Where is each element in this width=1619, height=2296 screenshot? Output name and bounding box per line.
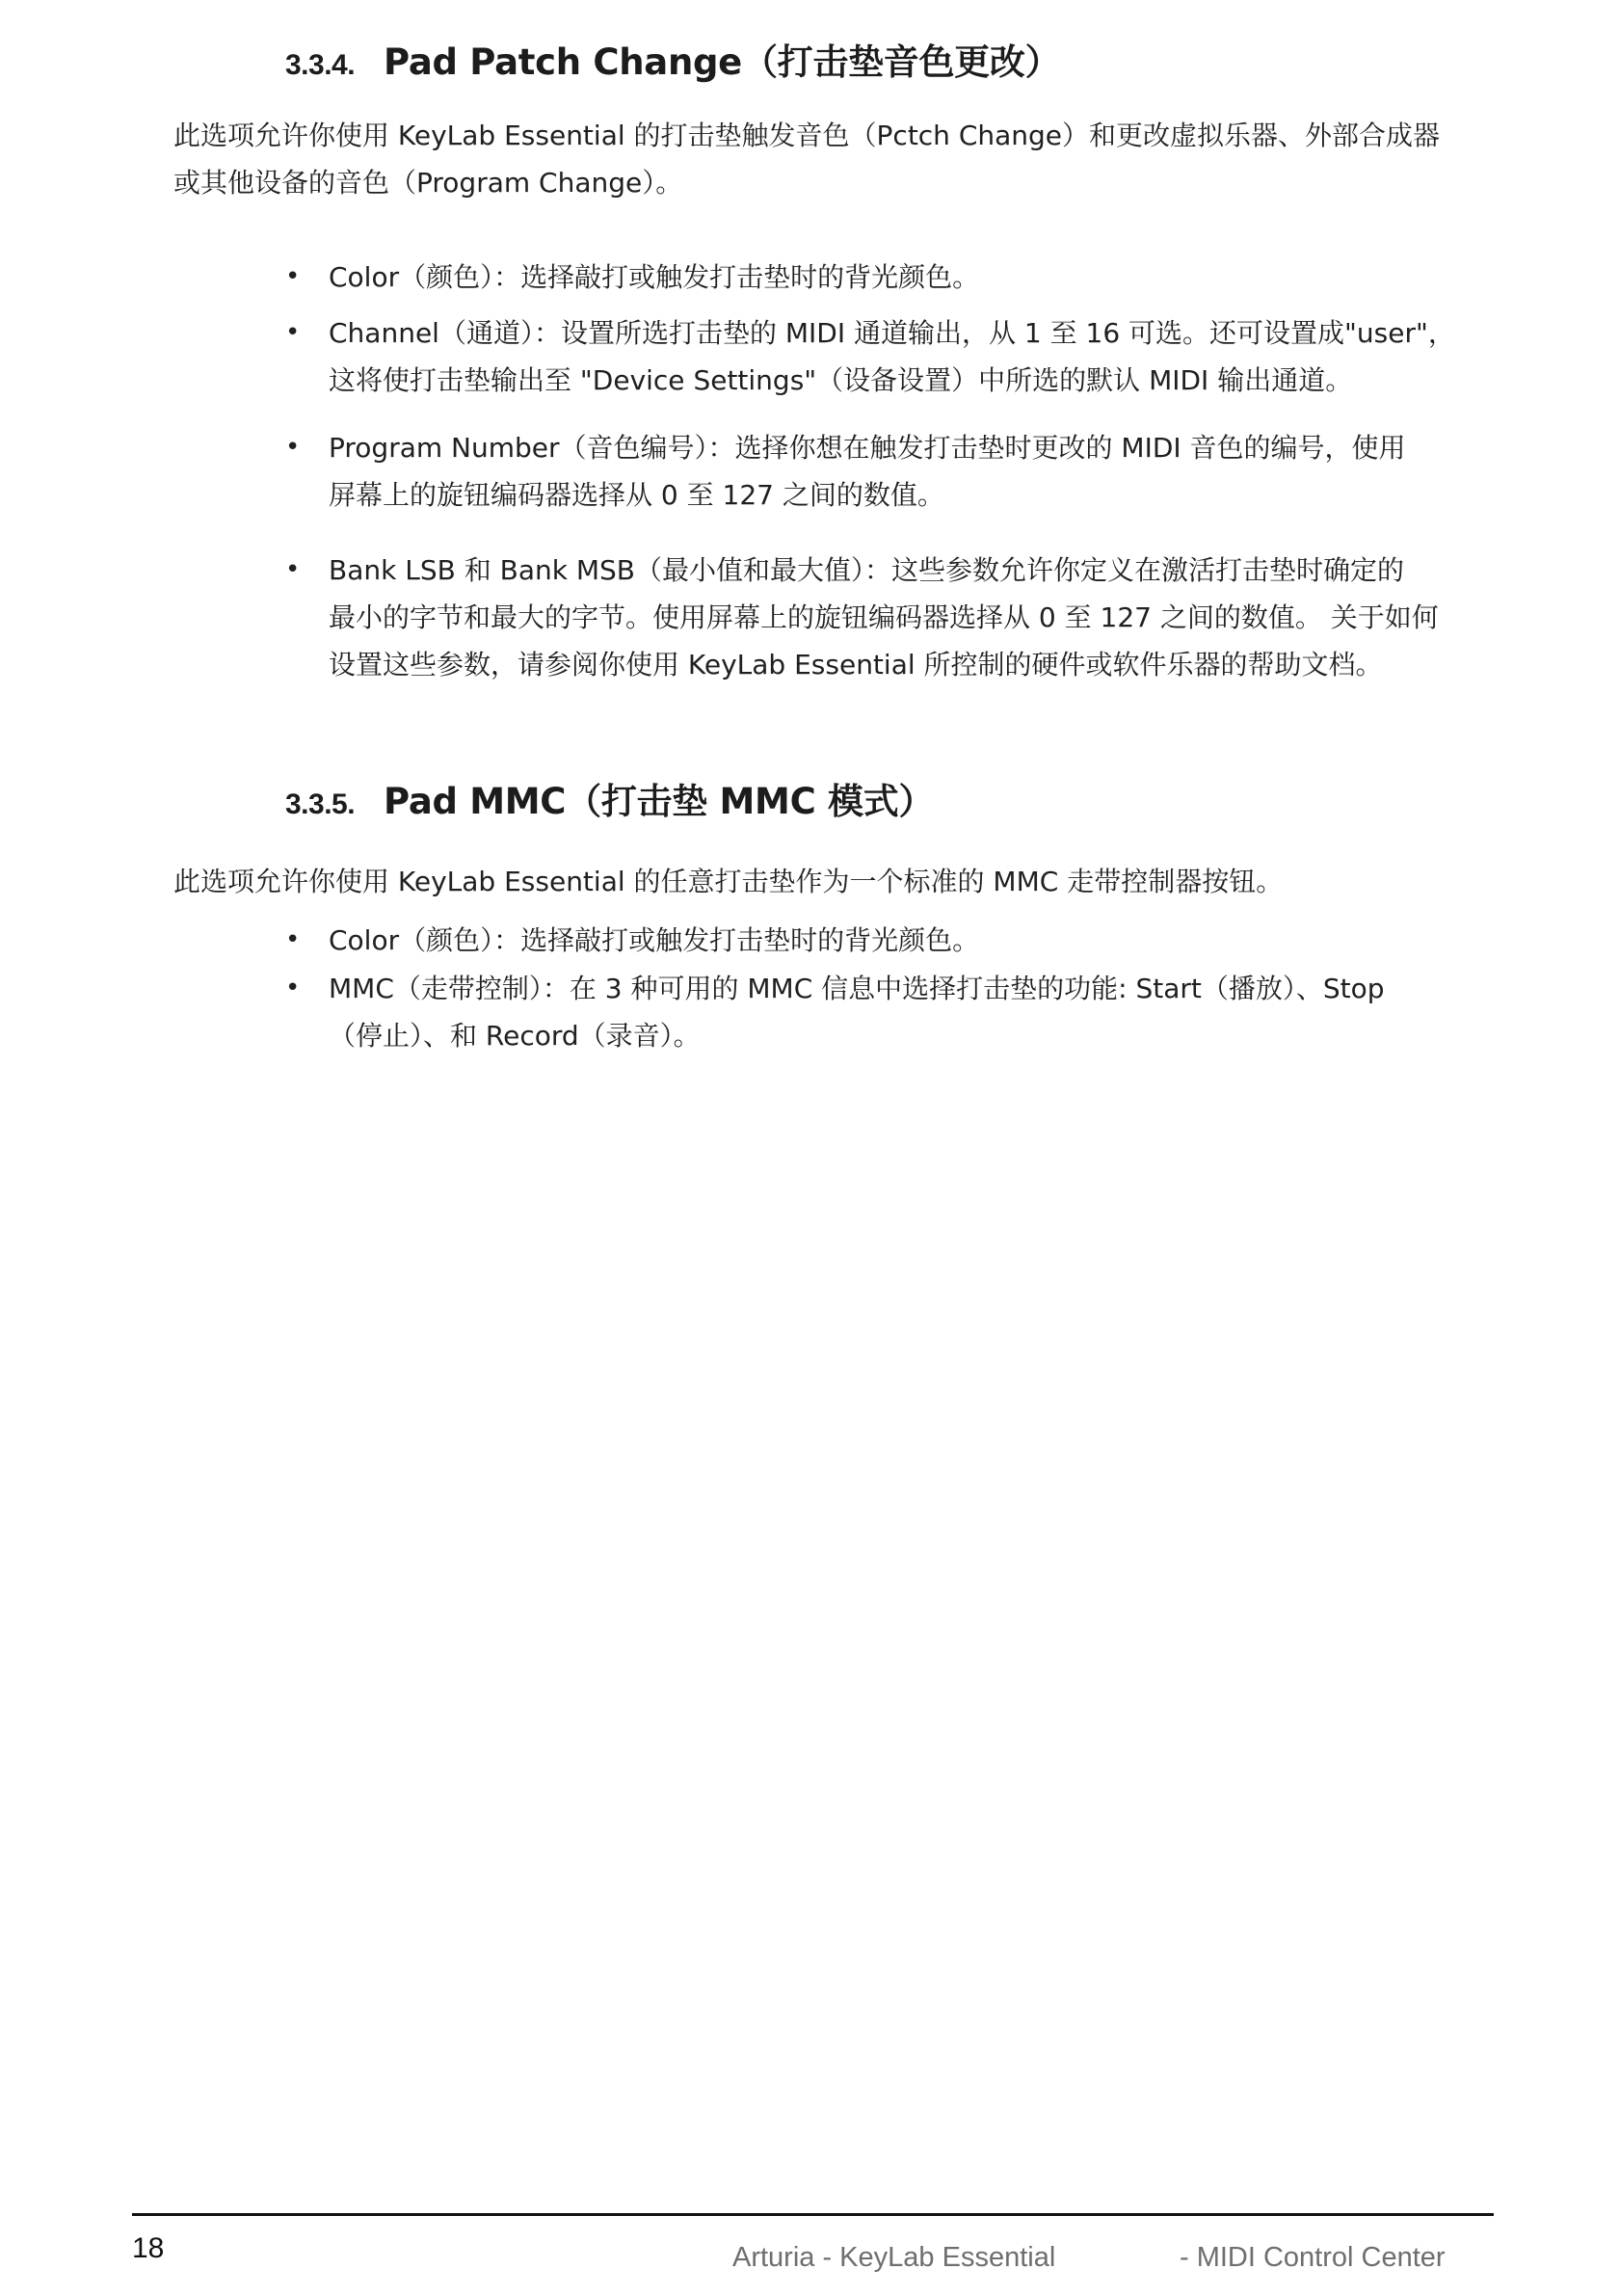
section-title: Pad MMC（打击垫 MMC 模式） xyxy=(384,781,935,822)
list-item-line: 设置这些参数，请参阅你使用 KeyLab Essential 所控制的硬件或软件乐器的帮助文档。 xyxy=(329,649,1383,681)
section-number: 3.3.4. xyxy=(285,49,356,81)
bullet-icon: • xyxy=(285,318,301,347)
paragraph-line: 此选项允许你使用 KeyLab Essential 的任意打击垫作为一个标准的 MMC 走带控制器按钮。 xyxy=(173,866,1284,897)
list-item-text xyxy=(329,254,1466,301)
paragraph-line: 或其他设备的音色（Program Change）。 xyxy=(173,167,683,199)
list-item-line: 这将使打击垫输出至 "Device Settings"（设备设置）中所选的默认 MIDI 输出通道。 xyxy=(329,364,1353,396)
footer-divider xyxy=(132,2213,1494,2216)
list-item-line: MMC（走带控制）：在 3 种可用的 MMC 信息中选择打击垫的功能: Start（播放）、Stop xyxy=(329,973,1385,1004)
list-item-line: Bank LSB 和 Bank MSB（最小值和最大值）：这些参数允许你定义在激活打击垫时确定的 xyxy=(329,554,1404,586)
section-heading-pad-mmc xyxy=(285,772,934,824)
bullet-icon: • xyxy=(285,262,301,291)
page-number: 18 xyxy=(132,2232,165,2264)
list-item-line: Channel（通道）：设置所选打击垫的 MIDI 通道输出，从 1 至 16 可选。还可设置成"user"， xyxy=(329,317,1455,349)
section-intro-paragraph xyxy=(173,858,1465,905)
section-intro-paragraph xyxy=(173,112,1465,206)
section-title: Pad Patch Change（打击垫音色更改） xyxy=(384,41,1061,83)
list-item-text xyxy=(329,917,1466,964)
list-item-text xyxy=(329,547,1466,688)
section-number: 3.3.5. xyxy=(285,788,356,820)
list-item-line: Color（颜色）：选择敲打或触发打击垫时的背光颜色。 xyxy=(329,924,980,956)
list-item-line: Program Number（音色编号）：选择你想在触发打击垫时更改的 MIDI 音色的编号，使用 xyxy=(329,432,1406,464)
bullet-icon: • xyxy=(285,433,301,462)
list-item-line: 最小的字节和最大的字节。使用屏幕上的旋钮编码器选择从 0 至 127 之间的数值。 关于如何 xyxy=(329,601,1439,633)
bullet-icon: • xyxy=(285,555,301,584)
footer-section-name: - MIDI Control Center xyxy=(1180,2242,1446,2273)
section-heading-pad-patch-change xyxy=(285,33,1060,85)
paragraph-line: 此选项允许你使用 KeyLab Essential 的打击垫触发音色（Pctch Change）和更改虚拟乐器、外部合成器 xyxy=(173,120,1441,151)
list-item-text xyxy=(329,309,1466,404)
list-item-line: Color（颜色）：选择敲打或触发打击垫时的背光颜色。 xyxy=(329,261,980,293)
list-item-text xyxy=(329,424,1466,519)
footer-product-name: Arturia - KeyLab Essential xyxy=(732,2242,1056,2273)
bullet-icon: • xyxy=(285,974,301,1002)
list-item-line: 屏幕上的旋钮编码器选择从 0 至 127 之间的数值。 xyxy=(329,479,944,511)
list-item-line: （停止）、和 Record（录音）。 xyxy=(329,1020,701,1052)
bullet-icon: • xyxy=(285,925,301,954)
list-item-text xyxy=(329,965,1466,1059)
